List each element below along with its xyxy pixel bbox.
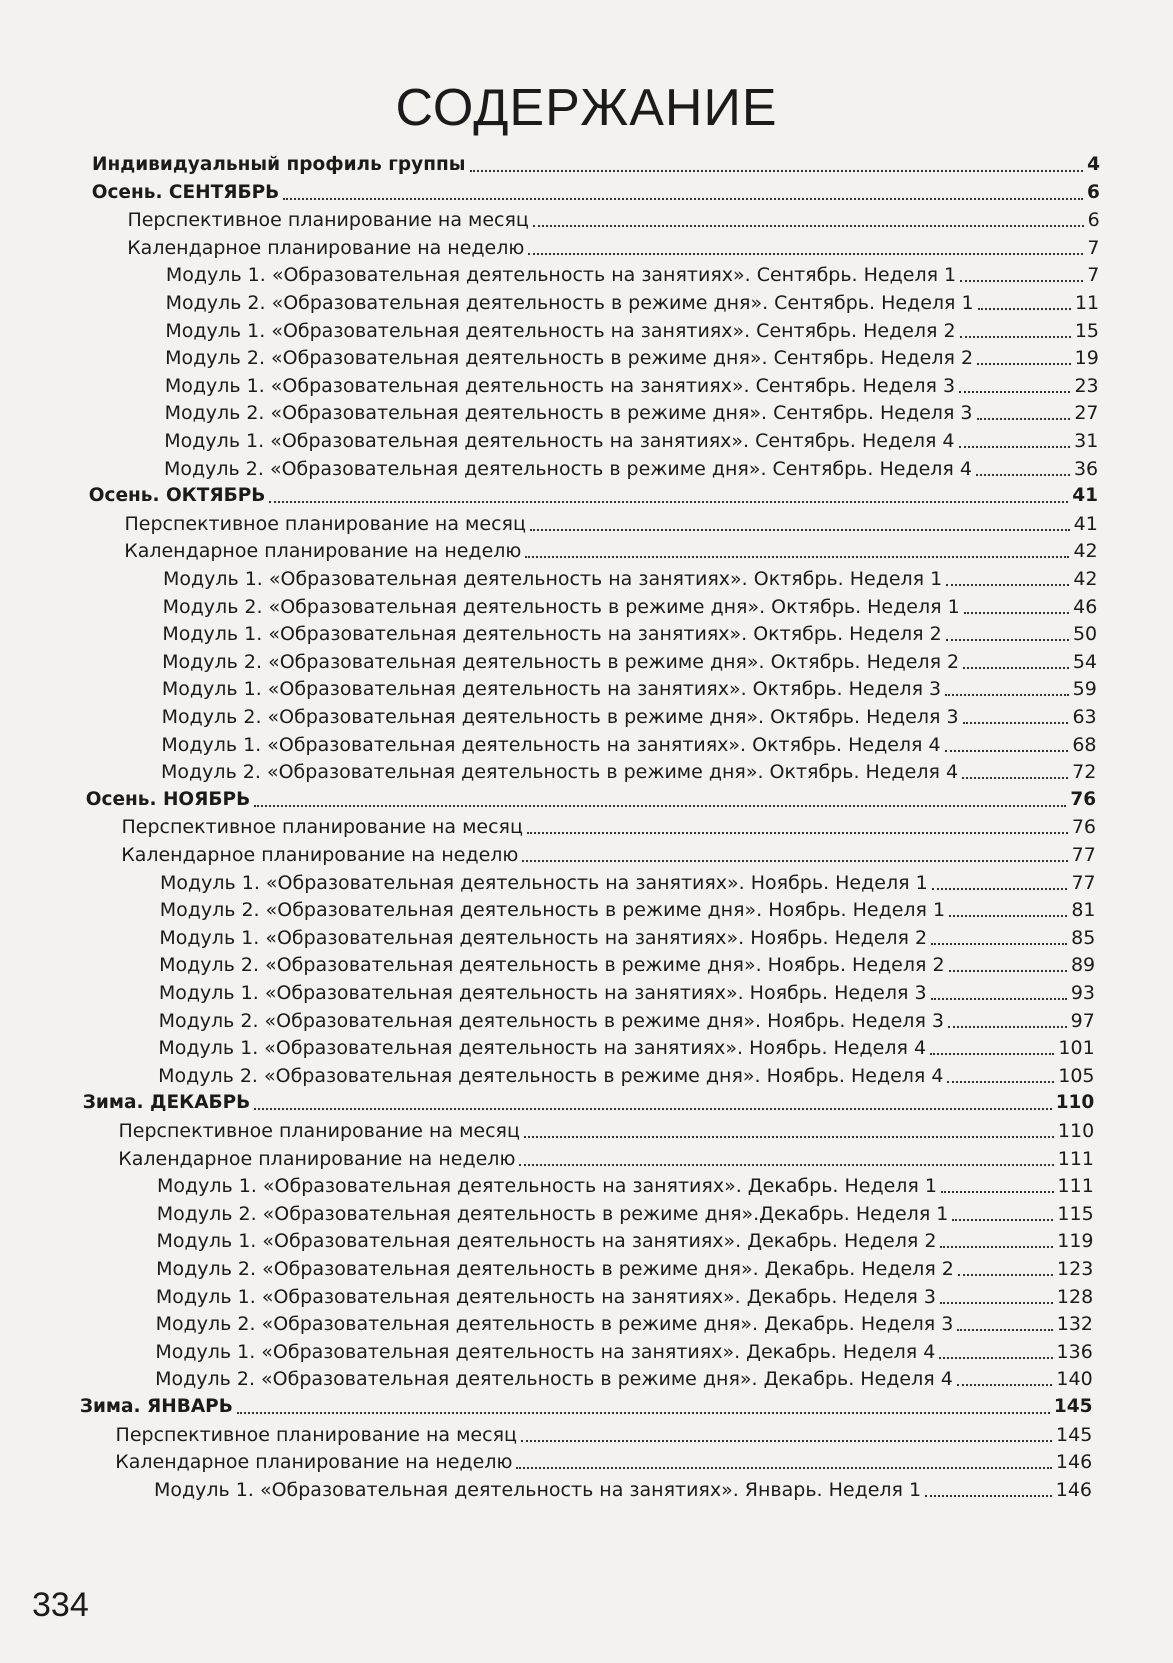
dot-leader	[963, 722, 1069, 724]
toc-entry	[165, 345, 1099, 371]
dot-leader	[269, 501, 1068, 503]
toc-entry-title: Модуль 2. «Образовательная деятельность в режиме дня». Декабрь. Неделя 3	[155, 1313, 954, 1336]
dot-leader	[237, 1412, 1050, 1414]
toc-entry-title: Календарное планирование на неделю	[121, 844, 519, 866]
toc-section	[83, 1090, 1095, 1116]
toc-entry	[119, 1118, 1095, 1144]
dot-leader	[525, 556, 1069, 558]
toc-entry-title: Модуль 2. «Образовательная деятельность в режиме дня». Сентябрь. Неделя 2	[165, 347, 974, 370]
toc-section	[80, 1394, 1093, 1420]
toc-entry	[160, 870, 1096, 896]
toc-entry-page: 77	[1071, 871, 1096, 894]
toc-entry	[164, 428, 1098, 454]
dot-leader	[941, 1191, 1054, 1193]
toc-entry	[121, 842, 1096, 868]
dot-leader	[958, 1274, 1053, 1276]
toc-entry-title: Модуль 2. «Образовательная деятельность в режиме дня». Сентябрь. Неделя 1	[165, 292, 974, 314]
dot-leader	[931, 943, 1067, 945]
page-title: СОДЕРЖАНИЕ	[395, 79, 778, 137]
dot-leader	[521, 1440, 1052, 1442]
dot-leader	[947, 1081, 1054, 1083]
dot-leader	[528, 253, 1083, 255]
toc-entry	[159, 980, 1095, 1006]
dot-leader	[524, 1136, 1054, 1138]
toc-entry-page: 146	[1055, 1451, 1093, 1474]
toc-section	[86, 787, 1096, 813]
toc-entry-title: Перспективное планирование на месяц	[115, 1423, 517, 1446]
toc-entry-page: 76	[1070, 788, 1097, 810]
toc-entry-title: Модуль 2. «Образовательная деятельность в режиме дня». Ноябрь. Неделя 3	[158, 1009, 945, 1032]
toc-entry-page: 7	[1087, 264, 1100, 287]
toc-entry-title: Модуль 1. «Образовательная деятельность на занятиях». Октябрь. Неделя 1	[162, 568, 943, 590]
toc-entry-title: Календарное планирование на неделю	[127, 236, 525, 259]
toc-entry	[165, 373, 1099, 399]
toc-entry-title: Модуль 2. «Образовательная деятельность в режиме дня». Ноябрь. Неделя 1	[159, 899, 946, 922]
toc-entry-title: Календарное планирование на неделю	[124, 540, 522, 563]
toc-entry	[124, 511, 1097, 537]
toc-entry-title: Осень. ОКТЯБРЬ	[88, 485, 266, 507]
toc-entry	[156, 1284, 1093, 1310]
dot-leader	[977, 363, 1071, 365]
toc-section	[92, 152, 1100, 178]
toc-entry	[124, 538, 1097, 564]
toc-entry-page: 146	[1055, 1478, 1092, 1501]
dot-leader	[957, 1384, 1053, 1386]
toc-entry-page: 59	[1072, 678, 1097, 701]
toc-entry-page: 6	[1086, 181, 1100, 203]
dot-leader	[959, 446, 1071, 448]
page-number: 334	[32, 1586, 89, 1624]
toc-entry-page: 46	[1073, 595, 1098, 618]
toc-entry-page: 42	[1073, 568, 1098, 590]
dot-leader	[948, 1026, 1067, 1028]
dot-leader	[940, 1302, 1053, 1304]
dot-leader	[254, 805, 1066, 807]
dot-leader	[946, 639, 1069, 641]
toc-entry	[164, 456, 1098, 482]
toc-entry-title: Индивидуальный профиль группы	[92, 154, 466, 175]
toc-entry-page: 76	[1071, 816, 1096, 839]
toc-entry	[157, 1201, 1094, 1227]
dot-leader	[254, 1108, 1051, 1110]
toc-entry-page: 93	[1070, 982, 1095, 1004]
toc-entry	[159, 925, 1095, 951]
toc-entry-title: Зима. ДЕКАБРЬ	[82, 1092, 251, 1114]
toc-entry-title: Модуль 1. «Образовательная деятельность на занятиях». Декабрь. Неделя 1	[156, 1175, 937, 1198]
toc-entry	[166, 262, 1099, 288]
toc-entry-page: 128	[1056, 1285, 1094, 1308]
toc-entry-page: 136	[1056, 1340, 1093, 1363]
dot-leader	[522, 860, 1067, 862]
toc-entry	[155, 1366, 1093, 1392]
toc-entry	[162, 676, 1097, 702]
toc-entry-title: Модуль 1. «Образовательная деятельность на занятиях». Сентябрь. Неделя 2	[165, 319, 956, 342]
toc-entry	[165, 318, 1099, 344]
toc-entry-page: 6	[1087, 209, 1100, 232]
toc-entry-page: 54	[1072, 650, 1097, 673]
toc-entry	[161, 759, 1096, 785]
dot-leader	[978, 308, 1071, 310]
toc-entry-title: Модуль 1. «Образовательная деятельность на занятиях». Октябрь. Неделя 2	[162, 623, 942, 646]
toc-entry-title: Зима. ЯНВАРЬ	[79, 1396, 233, 1417]
toc-entry-page: 132	[1056, 1313, 1093, 1336]
dot-leader	[963, 667, 1069, 669]
toc-entry-page: 119	[1057, 1230, 1094, 1253]
dot-leader	[945, 694, 1068, 696]
dot-leader	[960, 336, 1071, 338]
toc-entry-page: 123	[1057, 1258, 1094, 1280]
toc-entry-page: 115	[1057, 1202, 1094, 1225]
toc-entry-page: 68	[1072, 733, 1097, 756]
toc-entry	[127, 235, 1099, 261]
toc-entry-title: Модуль 2. «Образовательная деятельность в режиме дня». Ноябрь. Неделя 2	[159, 954, 945, 977]
toc-entry-title: Перспективное планирование на месяц	[124, 512, 526, 535]
toc-entry-title: Модуль 1. «Образовательная деятельность на занятиях». Декабрь. Неделя 3	[155, 1285, 936, 1308]
toc-entry-title: Модуль 1. «Образовательная деятельность на занятиях». Декабрь. Неделя 2	[156, 1230, 937, 1253]
toc-entry	[158, 1063, 1094, 1089]
dot-leader	[949, 970, 1067, 972]
toc-entry	[163, 566, 1098, 592]
toc-entry-page: 36	[1073, 457, 1099, 480]
toc-entry	[157, 1173, 1094, 1199]
dot-leader	[945, 750, 1069, 752]
toc-entry-page: 81	[1071, 899, 1096, 922]
dot-leader	[931, 998, 1067, 1000]
toc-entry-title: Модуль 1. «Образовательная деятельность на занятиях». Ноябрь. Неделя 1	[159, 871, 928, 894]
dot-leader	[470, 170, 1084, 172]
toc-entry-page: 41	[1072, 485, 1098, 507]
toc-entry-page: 4	[1087, 154, 1100, 175]
toc-entry-page: 15	[1074, 319, 1099, 342]
toc-entry	[156, 1228, 1093, 1254]
toc-entry-title: Модуль 2. «Образовательная деятельность в режиме дня».Декабрь. Неделя 1	[156, 1202, 949, 1225]
toc-entry	[155, 1339, 1092, 1365]
toc-entry-title: Модуль 1. «Образовательная деятельность на занятиях». Сентябрь. Неделя 1	[165, 264, 957, 287]
dot-leader	[533, 225, 1084, 227]
dot-leader	[530, 529, 1070, 531]
dot-leader	[925, 1495, 1052, 1497]
toc-entry-page: 110	[1055, 1092, 1095, 1114]
dot-leader	[962, 777, 1068, 779]
toc-entry	[162, 704, 1097, 730]
dot-leader	[977, 418, 1071, 420]
toc-entry-title: Модуль 1. «Образовательная деятельность на занятиях». Ноябрь. Неделя 4	[158, 1037, 927, 1060]
toc-entry-page: 50	[1072, 623, 1098, 646]
dot-leader	[516, 1467, 1051, 1469]
toc-entry-page: 97	[1070, 1009, 1095, 1032]
toc-entry-page: 145	[1053, 1396, 1093, 1417]
toc-entry-page: 41	[1073, 512, 1098, 535]
dot-leader	[283, 198, 1083, 200]
toc-entry-title: Модуль 1. «Образовательная деятельность на занятиях». Ноябрь. Неделя 3	[158, 982, 927, 1004]
toc-entry-page: 101	[1058, 1037, 1095, 1060]
toc-entry	[116, 1422, 1093, 1448]
toc-entry-title: Модуль 2. «Образовательная деятельность в режиме дня». Октябрь. Неделя 1	[162, 595, 960, 618]
dot-leader	[952, 1219, 1053, 1221]
toc-entry-title: Модуль 2. «Образовательная деятельность в режиме дня». Октябрь. Неделя 2	[162, 650, 960, 673]
toc-entry-page: 111	[1057, 1175, 1094, 1198]
toc-entry-page: 85	[1071, 926, 1096, 949]
toc-entry-page: 42	[1073, 540, 1098, 563]
toc-entry	[165, 400, 1099, 426]
toc-entry-title: Календарное планирование на неделю	[115, 1451, 513, 1474]
dot-leader	[957, 1329, 1052, 1331]
toc-entry	[161, 732, 1096, 758]
toc-entry	[163, 594, 1098, 620]
toc-entry-title: Модуль 1. «Образовательная деятельность на занятиях». Сентябрь. Неделя 3	[164, 374, 956, 397]
toc-entry-page: 89	[1070, 954, 1096, 977]
toc-entry-page: 140	[1056, 1368, 1093, 1391]
toc-entry	[154, 1477, 1092, 1503]
toc-entry-page: 77	[1071, 844, 1096, 866]
toc-entry-title: Модуль 2. «Образовательная деятельность в режиме дня». Октябрь. Неделя 3	[161, 706, 959, 728]
toc-entry	[158, 1035, 1094, 1061]
toc-section	[89, 483, 1098, 509]
toc-entry-page: 19	[1074, 347, 1099, 370]
toc-entry-title: Перспективное планирование на месяц	[127, 209, 529, 232]
toc-section	[92, 180, 1100, 206]
dot-leader	[940, 1246, 1053, 1248]
toc-entry-page: 27	[1074, 402, 1099, 425]
toc-entry-page: 145	[1056, 1423, 1093, 1446]
toc-entry	[162, 649, 1097, 675]
toc-entry-page: 72	[1072, 761, 1097, 784]
toc-entry	[127, 207, 1099, 233]
toc-entry	[118, 1146, 1094, 1172]
toc-entry	[166, 290, 1100, 316]
toc-entry	[159, 952, 1095, 978]
toc-entry-title: Перспективное планирование на месяц	[121, 816, 523, 839]
toc-entry-title: Модуль 2. «Образовательная деятельность в режиме дня». Сентябрь. Неделя 4	[164, 457, 972, 480]
toc-entry-page: 7	[1087, 236, 1100, 259]
dot-leader	[964, 612, 1069, 614]
dot-leader	[959, 391, 1070, 393]
toc-entry-page: 111	[1057, 1147, 1094, 1170]
toc-entry	[156, 1256, 1093, 1282]
toc-entry-title: Модуль 1. «Образовательная деятельность на занятиях». Октябрь. Неделя 3	[161, 678, 942, 701]
toc-entry-page: 110	[1057, 1120, 1095, 1142]
toc-entry	[159, 1008, 1095, 1034]
toc-entry-title: Модуль 2. «Образовательная деятельность в режиме дня». Ноябрь. Неделя 4	[158, 1064, 944, 1087]
toc-entry	[115, 1449, 1092, 1475]
toc-entry-title: Модуль 2. «Образовательная деятельность в режиме дня». Октябрь. Неделя 4	[161, 761, 959, 784]
toc-entry-title: Осень. НОЯБРЬ	[85, 788, 251, 810]
toc-entry-page: 23	[1074, 374, 1099, 397]
toc-entry-page: 105	[1058, 1064, 1095, 1087]
toc-entry-title: Модуль 1. «Образовательная деятельность на занятиях». Декабрь. Неделя 4	[155, 1340, 936, 1363]
toc-entry-page: 63	[1072, 706, 1097, 728]
dot-leader	[932, 888, 1068, 890]
toc-entry-title: Модуль 1. «Образовательная деятельность на занятиях». Ноябрь. Неделя 2	[159, 926, 928, 949]
dot-leader	[930, 1053, 1054, 1055]
toc-entry-title: Модуль 1. «Образовательная деятельность на занятиях». Октябрь. Неделя 4	[161, 733, 941, 756]
dot-leader	[519, 1164, 1053, 1166]
toc-entry	[122, 814, 1097, 840]
dot-leader	[960, 280, 1083, 282]
dot-leader	[946, 584, 1069, 586]
toc-entry-title: Модуль 2. «Образовательная деятельность в режиме дня». Декабрь. Неделя 4	[155, 1368, 953, 1391]
dot-leader	[976, 474, 1070, 476]
toc-entry-title: Модуль 2. «Образовательная деятельность в режиме дня». Декабрь. Неделя 2	[156, 1258, 954, 1280]
toc-entry	[162, 621, 1097, 647]
dot-leader	[527, 832, 1068, 834]
toc-entry-title: Календарное планирование на неделю	[118, 1147, 516, 1170]
dot-leader	[949, 915, 1067, 917]
dot-leader	[939, 1357, 1052, 1359]
toc-entry	[156, 1311, 1093, 1337]
toc-entry-title: Осень. СЕНТЯБРЬ	[91, 181, 280, 203]
toc-entry	[160, 897, 1096, 923]
toc-entry-title: Модуль 2. «Образовательная деятельность в режиме дня». Сентябрь. Неделя 3	[164, 402, 973, 425]
toc-entry-page: 11	[1074, 292, 1100, 314]
toc-entry-page: 31	[1074, 430, 1099, 452]
toc-entry-title: Модуль 1. «Образовательная деятельность на занятиях». Сентябрь. Неделя 4	[164, 430, 955, 452]
toc-entry-title: Перспективное планирование на месяц	[118, 1120, 520, 1142]
toc-entry-title: Модуль 1. «Образовательная деятельность на занятиях». Январь. Неделя 1	[154, 1478, 922, 1501]
